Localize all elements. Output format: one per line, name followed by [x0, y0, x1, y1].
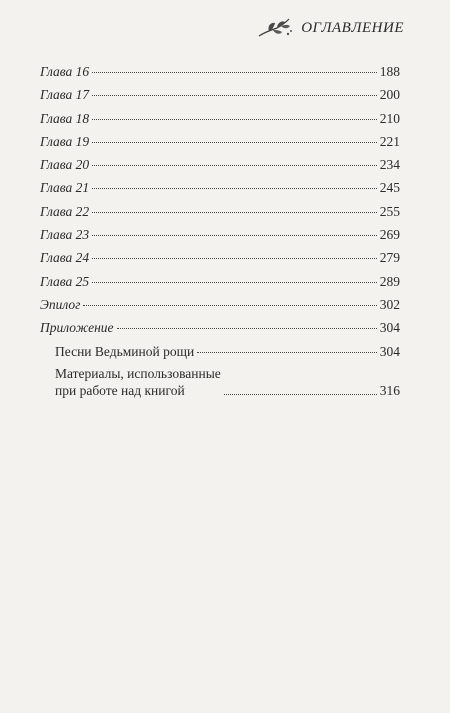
dot-leader [92, 258, 377, 259]
dot-leader [92, 212, 377, 213]
dot-leader [92, 142, 377, 143]
toc-entry-page: 316 [379, 382, 400, 398]
toc-entry-label: Глава 24 [40, 250, 90, 266]
dot-leader [92, 235, 377, 236]
toc-entry-page: 304 [379, 320, 400, 336]
toc-entry-label: Глава 21 [40, 180, 90, 196]
dot-leader [92, 282, 377, 283]
toc-entry-page: 221 [379, 133, 400, 149]
toc-entry-label: Глава 17 [40, 87, 90, 103]
toc-entry[interactable] [40, 60, 400, 83]
toc-entry-label: Глава 20 [40, 157, 90, 173]
toc-entry-label: Песни Ведьминой рощи [55, 343, 195, 359]
toc-entry[interactable] [40, 107, 400, 130]
toc-entry-page: 269 [379, 227, 400, 243]
dot-leader [92, 95, 377, 96]
toc-entry-label: Приложение [40, 320, 114, 336]
toc-entry-page: 304 [379, 343, 400, 359]
dot-leader [197, 352, 377, 353]
toc-entry-page: 302 [379, 296, 400, 312]
table-of-contents [40, 60, 400, 399]
toc-entry[interactable] [40, 316, 400, 339]
toc-entry-page: 255 [379, 203, 400, 219]
toc-entry[interactable] [40, 130, 400, 153]
dot-leader [92, 188, 377, 189]
toc-entry-label: Эпилог [40, 296, 81, 312]
toc-entry-label: Глава 23 [40, 227, 90, 243]
section-title: ОГЛАВЛЕНИЕ [301, 19, 404, 36]
sprig-ornament-icon [255, 14, 295, 42]
dot-leader [224, 394, 377, 395]
toc-entry-page: 200 [379, 87, 400, 103]
toc-entry-page: 245 [379, 180, 400, 196]
toc-entry[interactable] [40, 200, 400, 223]
toc-entry[interactable] [40, 246, 400, 269]
page-header [255, 14, 404, 42]
toc-entry[interactable] [40, 153, 400, 176]
toc-entry-materials[interactable] [40, 365, 400, 399]
dot-leader [117, 328, 377, 329]
toc-entry-label: Материалы, использованные при работе над книгой [55, 365, 221, 398]
dot-leader [83, 305, 376, 306]
toc-entry-page: 210 [379, 110, 400, 126]
dot-leader [92, 165, 377, 166]
toc-entry[interactable] [40, 340, 400, 363]
toc-entry-label: Глава 19 [40, 133, 90, 149]
toc-entry[interactable] [40, 293, 400, 316]
toc-entry-label: Глава 25 [40, 273, 90, 289]
toc-entry[interactable] [40, 223, 400, 246]
toc-entry[interactable] [40, 176, 400, 199]
toc-entry-page: 188 [379, 64, 400, 79]
dot-leader [92, 72, 377, 73]
toc-entry-label: Глава 22 [40, 203, 90, 219]
toc-entry-page: 279 [379, 250, 400, 266]
dot-leader [92, 119, 377, 120]
toc-entry-page: 289 [379, 273, 400, 289]
toc-entry-label: Глава 18 [40, 110, 90, 126]
toc-entry[interactable] [40, 83, 400, 106]
toc-entry[interactable] [40, 270, 400, 293]
toc-entry-label: Глава 16 [40, 64, 90, 79]
toc-entry-page: 234 [379, 157, 400, 173]
